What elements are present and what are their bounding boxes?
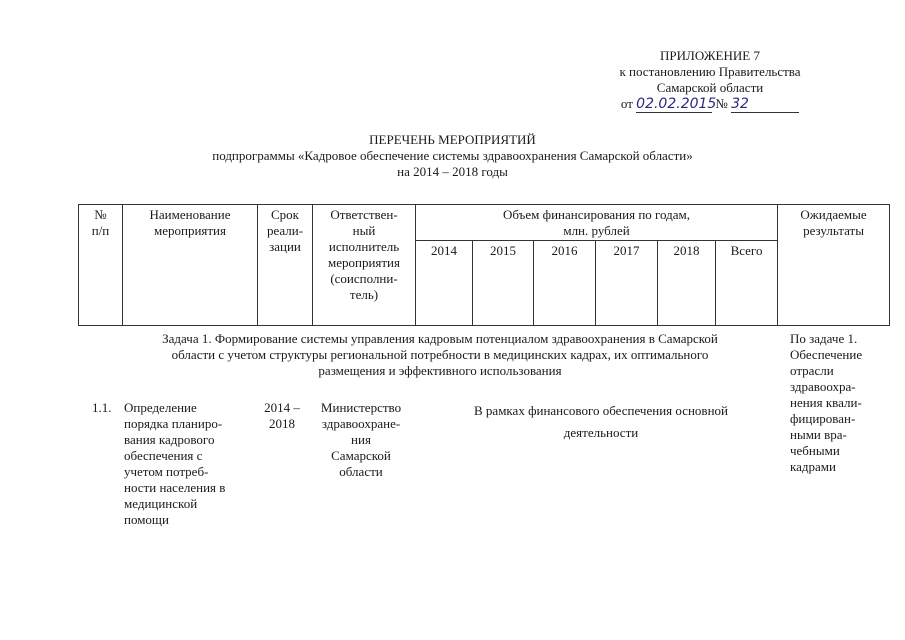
text-line: Задача 1. Формирование системы управления кадровым потенциалом здравоохранения в Самарской: [162, 331, 718, 346]
text-line: п/п: [91, 223, 110, 238]
title-line-1: ПЕРЕЧЕНЬ МЕРОПРИЯТИЙ: [369, 132, 536, 147]
header-year-2017: 2017: [596, 240, 658, 325]
text-line: мероприятия: [327, 255, 400, 270]
header-col-executor: [313, 205, 416, 326]
text-line: (соисполни-: [330, 271, 398, 286]
events-table-header: [78, 204, 890, 326]
header-col-executor-lines: [315, 207, 413, 303]
text-line: Определение: [124, 400, 197, 415]
text-line: размещения и эффективного использования: [318, 363, 562, 378]
row-1-1-num: 1.1.: [92, 400, 112, 415]
text-line: Объем финансирования по годам,: [503, 207, 691, 222]
text-line: мероприятия: [153, 223, 226, 238]
decree-number: [731, 96, 799, 113]
text-line: тель): [349, 287, 379, 302]
text-line: кадрами: [790, 459, 836, 474]
text-line: ния: [351, 432, 371, 447]
text-line: исполнитель: [328, 239, 400, 254]
text-line: обеспечения с: [124, 448, 203, 463]
title-line-3: на 2014 – 2018 годы: [397, 164, 508, 179]
title-line-2: подпрограммы «Кадровое обеспечение системы здравоохранения Самарской области»: [212, 148, 693, 163]
text-line: Наименование: [149, 207, 231, 222]
header-col-num: [79, 205, 123, 326]
header-col-results: [778, 205, 890, 326]
text-line: чебными: [790, 443, 840, 458]
text-line: Самарской: [331, 448, 391, 463]
header-year-2018: 2018: [658, 240, 716, 325]
decree-date-number: [560, 96, 860, 114]
text-line: учетом потреб-: [124, 464, 209, 479]
header-year-2014: 2014: [416, 240, 473, 325]
decree-date: [636, 96, 717, 113]
text-line: В рамках финансового обеспечения основной: [474, 403, 728, 418]
row-1-1-period: [256, 400, 308, 432]
header-year-2015: 2015: [473, 240, 534, 325]
row-1-1-executor: [310, 400, 412, 480]
header-col-funding: [416, 205, 778, 241]
appendix-title: ПРИЛОЖЕНИЕ 7: [660, 48, 760, 63]
text-line: По задаче 1.: [790, 331, 858, 346]
number-label: №: [715, 96, 728, 111]
header-year-2016: 2016: [534, 240, 596, 325]
text-line: вания кадрового: [124, 432, 215, 447]
text-line: №: [94, 207, 107, 222]
text-line: деятельности: [563, 425, 639, 440]
text-line: результаты: [803, 223, 864, 238]
header-col-period-lines: [260, 207, 310, 255]
text-line: реали-: [266, 223, 304, 238]
row-1-1-funding: [418, 400, 784, 444]
text-line: Срок: [271, 207, 299, 222]
from-label: от: [620, 96, 633, 111]
header-col-results-lines: [780, 207, 887, 239]
text-line: ный: [352, 223, 376, 238]
header-col-num-lines: [81, 207, 120, 239]
text-line: порядка планиро-: [124, 416, 223, 431]
text-line: ными вра-: [790, 427, 847, 442]
text-line: области: [339, 464, 383, 479]
text-line: 2014 –: [264, 400, 300, 415]
text-line: отрасли: [790, 363, 834, 378]
decree-date-handwritten: 02.02.2015: [636, 96, 717, 112]
text-line: 2018: [269, 416, 295, 431]
header-col-period: [258, 205, 313, 326]
header-col-name-lines: [125, 207, 255, 239]
appendix-decree-ref: к постановлению Правительства: [619, 64, 801, 79]
text-line: Ответствен-: [330, 207, 398, 222]
text-line: медицинской: [124, 496, 198, 511]
text-line: области с учетом структуры региональной потребности в медицинских кадрах, их оптимального: [171, 347, 709, 362]
appendix-block: [560, 48, 860, 114]
text-line: нения квали-: [790, 395, 862, 410]
text-line: Министерство: [320, 400, 402, 415]
text-line: ности населения в: [124, 480, 226, 495]
text-line: Ожидаемые: [800, 207, 867, 222]
row-1-1-name: [124, 400, 248, 528]
task-1-text: [90, 331, 790, 379]
header-year-total: Всего: [716, 240, 778, 325]
decree-number-handwritten: 32: [731, 96, 749, 112]
header-col-name: [123, 205, 258, 326]
text-line: здравоохра-: [790, 379, 856, 394]
text-line: здравоохране-: [321, 416, 401, 431]
text-line: млн. рублей: [563, 223, 630, 238]
appendix-region: Самарской области: [656, 80, 764, 95]
header-col-funding-lines: [418, 207, 775, 239]
text-line: фицирован-: [790, 411, 856, 426]
document-title: [0, 132, 905, 180]
text-line: зации: [269, 239, 301, 254]
task-1-result: [790, 331, 890, 475]
text-line: помощи: [124, 512, 169, 527]
text-line: Обеспечение: [790, 347, 863, 362]
